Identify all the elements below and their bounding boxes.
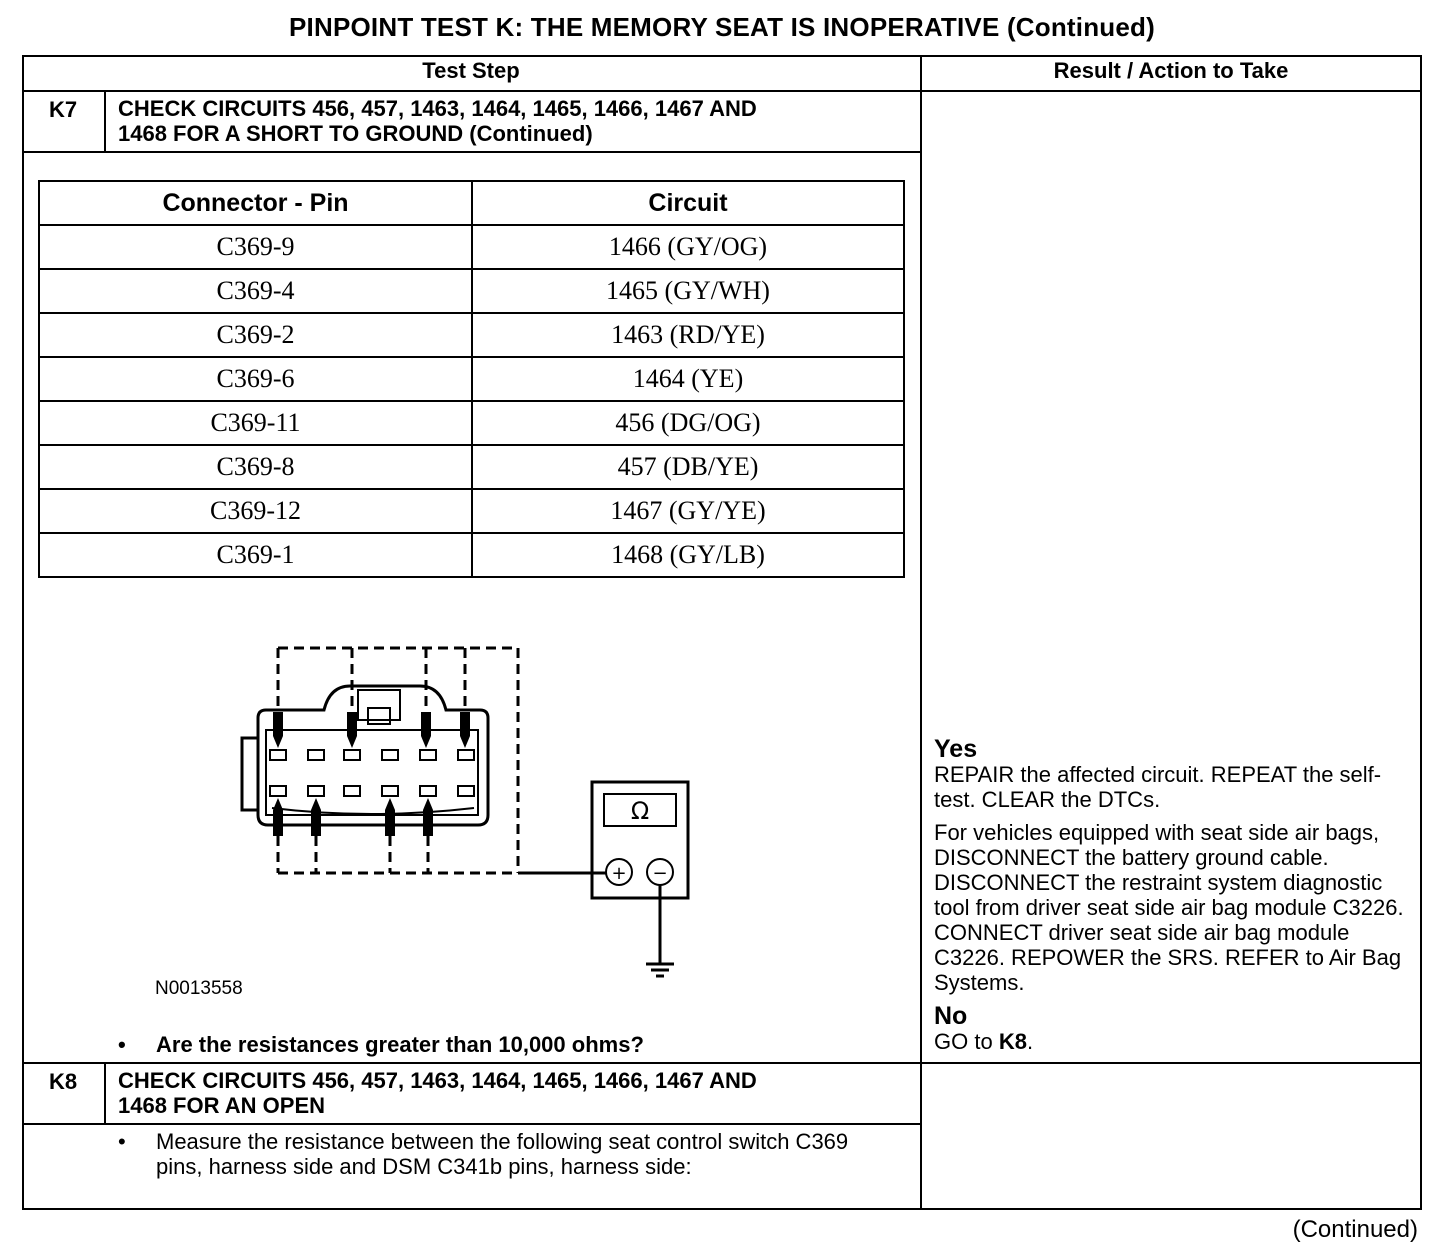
table-row: C369-6 1464 (YE): [39, 357, 904, 401]
no-action: GO to K8.: [934, 1029, 1034, 1054]
k7-k8-rule: [22, 1062, 1422, 1064]
table-row: C369-12 1467 (GY/YE): [39, 489, 904, 533]
figure-id: N0013558: [155, 978, 243, 999]
yes-label: Yes: [934, 735, 978, 763]
goto-k8-link[interactable]: K8: [998, 1029, 1027, 1054]
header-test-step: Test Step: [422, 58, 520, 83]
table-row: C369-11 456 (DG/OG): [39, 401, 904, 445]
k7-title-rule: [22, 151, 921, 153]
table-row: C369-2 1463 (RD/YE): [39, 313, 904, 357]
bullet-icon: •: [118, 1032, 126, 1057]
table-row: C369-1 1468 (GY/LB): [39, 533, 904, 577]
continued-footer: (Continued): [1292, 1216, 1418, 1243]
step-title-k8: CHECK CIRCUITS 456, 457, 1463, 1464, 1465, 1466, 1467 AND 1468 FOR AN OPEN: [118, 1068, 757, 1118]
k7-result-block: [934, 736, 1420, 1054]
table-row: C369-8 457 (DB/YE): [39, 445, 904, 489]
table-row: C369-4 1465 (GY/WH): [39, 269, 904, 313]
connector-pin-table: [38, 180, 905, 578]
k8-title-rule: [22, 1123, 921, 1125]
connector-ohmmeter-diagram: [140, 630, 700, 980]
table-row: C369-9 1466 (GY/OG): [39, 225, 904, 269]
header-rule: [22, 90, 1422, 92]
col-header-circuit: Circuit: [472, 181, 904, 225]
ohm-symbol: Ω: [630, 797, 650, 825]
k7-id-divider: [104, 90, 106, 152]
step-id-k8: K8: [48, 1069, 78, 1094]
plus-terminal-label: +: [611, 863, 627, 884]
no-label: No: [934, 1002, 968, 1030]
header-result-action: Result / Action to Take: [1053, 58, 1289, 83]
yes-action-1: REPAIR the affected circuit. REPEAT the self-test. CLEAR the DTCs.: [934, 762, 1382, 812]
page-title: PINPOINT TEST K: THE MEMORY SEAT IS INOPERATIVE (Continued): [289, 12, 1155, 42]
step-title-k7: CHECK CIRCUITS 456, 457, 1463, 1464, 1465, 1466, 1467 AND 1468 FOR A SHORT TO GROUND (Continued): [118, 96, 757, 146]
bullet-icon: •: [118, 1129, 126, 1154]
connector-pins-bottom-row: [270, 786, 474, 796]
yes-action-2: For vehicles equipped with seat side air bags, DISCONNECT the battery ground cable. DISCONNECT the restraint system diagnostic tool from driver seat side air bag module C3226. CONNECT driver seat side air bag module C3226. REPOWER the SRS. REFER to Air Bag Systems.: [934, 820, 1404, 995]
k8-id-divider: [104, 1062, 106, 1124]
col-header-connector-pin: Connector - Pin: [39, 181, 472, 225]
step-id-k7: K7: [48, 97, 78, 122]
connector-pins-top-row: [270, 750, 474, 760]
minus-terminal-label: −: [652, 863, 668, 884]
column-divider: [920, 55, 922, 1210]
